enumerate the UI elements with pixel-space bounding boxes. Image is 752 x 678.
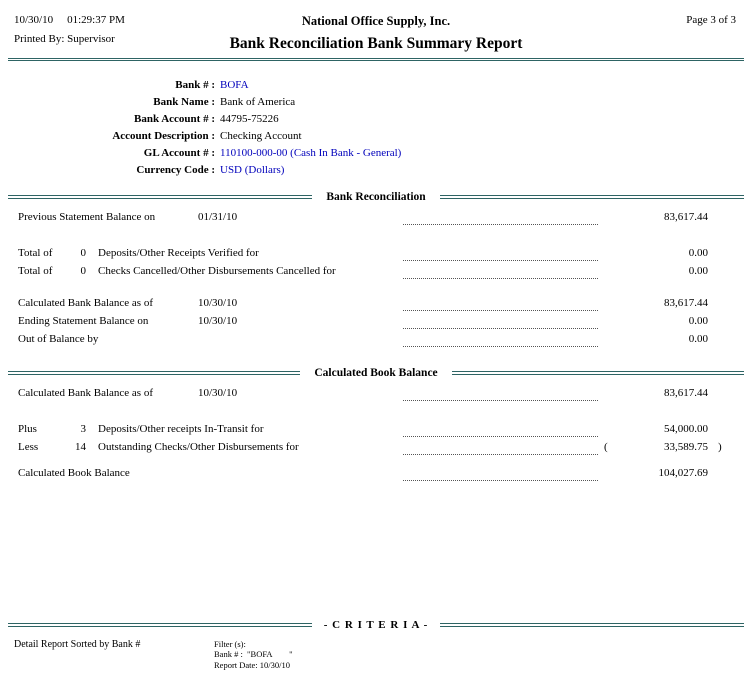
- divider-line: [8, 623, 312, 627]
- row-amount: 0.00: [688, 333, 708, 345]
- criteria-header: [8, 619, 744, 631]
- row-label: Ending Statement Balance on: [18, 315, 149, 327]
- row-amount: 0.00: [688, 247, 708, 259]
- bank-account-value: 44795-75226: [220, 113, 279, 125]
- report-row-calculated-book-balance: [0, 467, 752, 485]
- row-date: 10/30/10: [198, 315, 238, 327]
- row-amount: 33,589.75: [664, 441, 708, 453]
- row-label: Plus: [18, 423, 37, 435]
- bank-number-label: Bank # :: [175, 79, 215, 91]
- filter-label: Filter (s):: [214, 638, 246, 649]
- info-row-bank-account: [0, 111, 752, 128]
- report-row-previous-statement: [0, 211, 752, 229]
- paren-close: ): [718, 441, 722, 453]
- row-label: Total of: [18, 247, 53, 259]
- criteria-body: [0, 639, 752, 671]
- row-description: Deposits/Other receipts In-Transit for: [98, 423, 264, 435]
- dotted-leader: [403, 400, 598, 401]
- report-row-ending-statement: [0, 315, 752, 333]
- row-label: Calculated Bank Balance as of: [18, 387, 154, 399]
- dotted-leader: [403, 310, 598, 311]
- row-count: 0: [80, 247, 86, 259]
- print-time: 01:29:37 PM: [67, 14, 125, 26]
- book-balance-section-header: [8, 367, 744, 379]
- report-row-outstanding-checks: [0, 441, 752, 459]
- section-title-bank-reconciliation: Bank Reconciliation: [326, 191, 426, 203]
- dotted-leader: [403, 480, 598, 481]
- report-row-deposits-verified: [0, 247, 752, 265]
- bank-number-value[interactable]: BOFA: [220, 79, 249, 91]
- dotted-leader: [403, 328, 598, 329]
- row-label: Less: [18, 441, 39, 453]
- row-label: Previous Statement Balance on: [18, 211, 156, 223]
- row-description: Checks Cancelled/Other Disbursements Cancelled for: [98, 265, 336, 277]
- divider-line: [8, 371, 300, 375]
- section-title-book-balance: Calculated Book Balance: [314, 367, 438, 379]
- filter-bank: Bank # : "BOFA ": [214, 649, 293, 659]
- row-label: Total of: [18, 265, 53, 277]
- row-description: Deposits/Other Receipts Verified for: [98, 247, 259, 259]
- sorted-by-text: Detail Report Sorted by Bank #: [14, 638, 141, 650]
- row-description: Outstanding Checks/Other Disbursements for: [98, 441, 299, 453]
- divider-line: [440, 623, 744, 627]
- info-row-account-description: [0, 128, 752, 145]
- criteria-title: - C R I T E R I A -: [323, 618, 429, 631]
- print-date: 10/30/10: [14, 14, 54, 26]
- gl-account-label: GL Account # :: [143, 147, 215, 159]
- row-label: Calculated Book Balance: [18, 467, 130, 479]
- dotted-leader: [403, 346, 598, 347]
- row-date: 10/30/10: [198, 297, 238, 309]
- row-amount: 0.00: [688, 315, 708, 327]
- dotted-leader: [403, 436, 598, 437]
- bank-info-section: [0, 77, 752, 179]
- company-name: National Office Supply, Inc.: [301, 14, 451, 28]
- report-row-deposits-in-transit: [0, 423, 752, 441]
- row-date: 01/31/10: [198, 211, 238, 223]
- row-amount: 83,617.44: [664, 297, 708, 309]
- currency-code-label: Currency Code :: [136, 164, 215, 176]
- filter-block: [214, 639, 293, 671]
- report-row-calculated-bank-balance: [0, 297, 752, 315]
- header-left: [14, 14, 125, 45]
- bank-name-label: Bank Name :: [153, 96, 215, 108]
- report-row-book-calculated-bank-balance: [0, 387, 752, 405]
- paren-open: (: [604, 441, 608, 453]
- dotted-leader: [403, 454, 598, 455]
- divider-line: [452, 371, 744, 375]
- info-row-bank-number: [0, 77, 752, 94]
- dotted-leader: [403, 260, 598, 261]
- report-header: [0, 0, 752, 50]
- row-count: 3: [80, 423, 86, 435]
- row-amount: 54,000.00: [664, 423, 708, 435]
- row-count: 14: [75, 441, 86, 453]
- bank-name-value: Bank of America: [220, 96, 296, 108]
- report-row-out-of-balance: [0, 333, 752, 351]
- criteria-section: [0, 619, 752, 671]
- bank-reconciliation-section-header: [8, 191, 744, 203]
- divider-line: [8, 195, 312, 199]
- account-description-value: Checking Account: [220, 130, 302, 142]
- account-description-label: Account Description :: [112, 130, 215, 142]
- report-row-checks-cancelled: [0, 265, 752, 283]
- info-row-gl-account: [0, 145, 752, 162]
- gl-account-value[interactable]: 110100-000-00 (Cash In Bank - General): [220, 147, 402, 159]
- bank-account-label: Bank Account # :: [134, 113, 215, 125]
- row-label: Calculated Bank Balance as of: [18, 297, 154, 309]
- row-amount: 0.00: [688, 265, 708, 277]
- info-row-bank-name: [0, 94, 752, 111]
- dotted-leader: [403, 224, 598, 225]
- page-number: Page 3 of 3: [686, 14, 736, 26]
- printed-by-value: Supervisor: [67, 33, 115, 45]
- row-amount: 104,027.69: [658, 467, 708, 479]
- divider-line: [440, 195, 744, 199]
- row-amount: 83,617.44: [664, 211, 708, 223]
- printed-by-label: Printed By:: [14, 33, 65, 45]
- printed-by: [14, 33, 125, 45]
- dotted-leader: [403, 278, 598, 279]
- info-row-currency-code: [0, 162, 752, 179]
- filter-report-date: Report Date: 10/30/10: [214, 659, 291, 670]
- header-divider-line: [8, 58, 744, 61]
- row-amount: 83,617.44: [664, 387, 708, 399]
- report-title: Bank Reconciliation Bank Summary Report: [229, 35, 523, 52]
- currency-code-value[interactable]: USD (Dollars): [220, 164, 285, 176]
- row-count: 0: [80, 265, 86, 277]
- print-datetime: [14, 14, 125, 26]
- row-label: Out of Balance by: [18, 333, 99, 345]
- row-date: 10/30/10: [198, 387, 238, 399]
